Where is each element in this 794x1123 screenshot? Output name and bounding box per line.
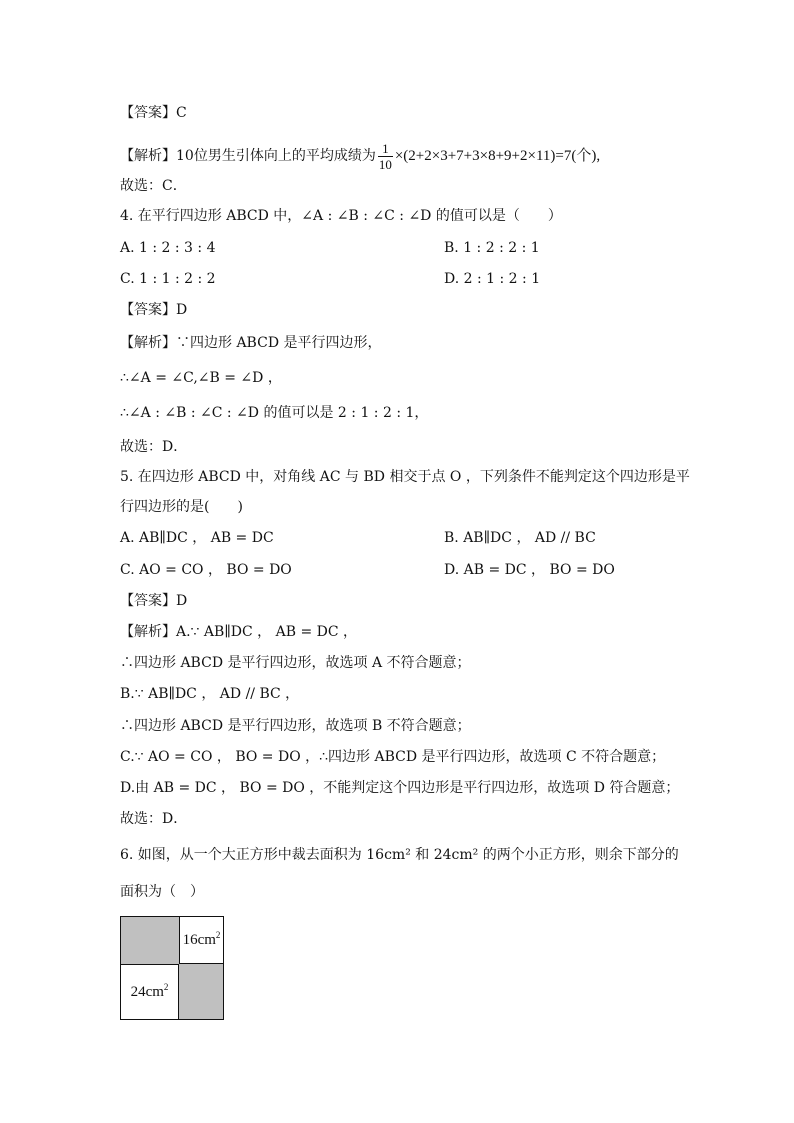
q5-choose: 故选：D．: [120, 811, 188, 827]
square-24-label-cell: [121, 964, 179, 1019]
q4-analysis-2: ∴∠A = ∠C,∠B = ∠D ，: [120, 370, 282, 386]
q5-analysis-1: 【解析】A.∵ AB∥DC ， AB = DC ，: [120, 624, 358, 640]
label-24cm: $24cm^2$: [130, 981, 169, 1000]
q4-answer: 【答案】D: [120, 302, 188, 318]
q3-analysis: [120, 138, 690, 174]
q5-option-d: D. AB = DC ， BO = DO: [444, 562, 615, 578]
q5-answer: 【答案】D: [120, 593, 188, 609]
q4-analysis-1: 【解析】∵四边形 ABCD 是平行四边形，: [120, 335, 382, 351]
q5-analysis-4: ∴四边形 ABCD 是平行四边形，故选项 B 不符合题意；: [120, 718, 471, 734]
q3-fraction: [378, 141, 393, 172]
q3-choose: 故选：C．: [120, 178, 187, 194]
q5-analysis-6: D.由 AB = DC ， BO = DO ，不能判定这个四边形是平行四边形，故选项 D 符合题意；: [120, 780, 680, 796]
q4-option-d: D. 2 : 1 : 2 : 1: [444, 271, 541, 287]
label-16cm: $16cm^2$: [182, 929, 221, 948]
cutout-bottom-right: [179, 964, 223, 1019]
q3-fraction-numerator: 1: [378, 141, 393, 157]
q4-option-b: B. 1 : 2 : 2 : 1: [444, 240, 540, 256]
q3-analysis-expression: ×(2+2×3+7+3×8+9+2×11)=7(个),: [394, 148, 601, 164]
q5-option-a: A. AB∥DC ， AB = DC: [120, 530, 274, 546]
q5-analysis-5: C.∵ AO = CO ， BO = DO ，∴四边形 ABCD 是平行四边形，故选项 C 不符合题意；: [120, 749, 666, 765]
q5-option-b: B. AB∥DC ， AD // BC: [444, 530, 596, 546]
q4-analysis-3: ∴∠A : ∠B : ∠C : ∠D 的值可以是 2 : 1 : 2 : 1，: [120, 405, 429, 421]
square-16-label-cell: [179, 917, 223, 964]
q5-option-c: C. AO = CO ， BO = DO: [120, 562, 292, 578]
q6-square-figure: [120, 916, 224, 1020]
q3-answer: 【答案】C: [120, 105, 187, 121]
q4-option-a: A. 1 : 2 : 3 : 4: [120, 240, 216, 256]
q3-analysis-prefix: 【解析】10位男生引体向上的平均成绩为: [120, 148, 376, 164]
q4-option-c: C. 1 : 1 : 2 : 2: [120, 271, 216, 287]
q5-stem-2: 行四边形的是( ): [120, 499, 243, 515]
q4-choose: 故选：D．: [120, 439, 188, 455]
q6-stem-1: 6. 如图，从一个大正方形中裁去面积为 16cm² 和 24cm² 的两个小正方形，则余下部分的: [120, 847, 679, 863]
q5-stem-1: 5. 在四边形 ABCD 中，对角线 AC 与 BD 相交于点 O ，下列条件不能判定这个四边形是平: [120, 469, 690, 485]
q6-stem-2: 面积为（ ）: [120, 884, 204, 900]
q4-stem: 4. 在平行四边形 ABCD 中，∠A : ∠B : ∠C : ∠D 的值可以是（ ）: [120, 208, 562, 224]
q5-analysis-2: ∴四边形 ABCD 是平行四边形，故选项 A 不符合题意；: [120, 655, 471, 671]
q3-fraction-denominator: 10: [378, 156, 392, 172]
q5-analysis-3: B.∵ AB∥DC ， AD // BC ，: [120, 686, 300, 702]
cutout-top-left: [121, 917, 179, 964]
